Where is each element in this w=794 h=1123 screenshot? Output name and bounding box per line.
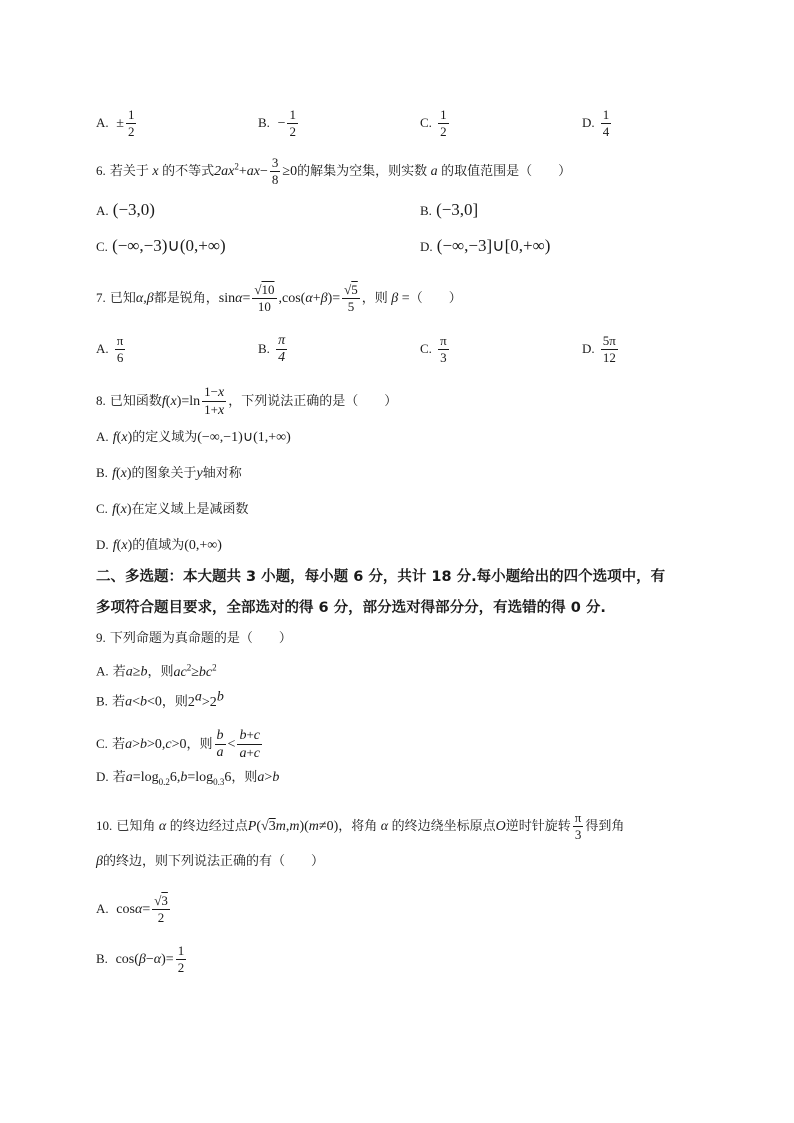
q5-option-c-label: C.	[420, 115, 432, 130]
q7-option-c-label: C.	[420, 341, 432, 356]
q8-option-d[interactable]: D. f(x)的值域为(0,+∞)	[96, 537, 222, 553]
q5-option-c-math: $\frac{1}{2}$	[440, 107, 447, 139]
q8-fraction: $\frac{1-x}{1+x}$	[204, 384, 225, 418]
q8-option-d-text: 的值域为	[132, 538, 185, 553]
q9-option-c-label: C.	[96, 736, 108, 751]
q10-stem-line1: 10. 已知角 α 的终边经过点P(√3m,m)(m≠0)，将角 α 的终边绕坐标原点O逆时针旋转 $\frac{\pi}{3}$ 得到角	[96, 810, 625, 842]
q9-number: 9.	[96, 630, 106, 645]
q9-stem-text: 下列命题为真命题的是（ ）	[109, 631, 292, 646]
q5-option-a[interactable]: A. ± $\frac{1}{2}$	[96, 107, 135, 139]
q6-stem-end: 的取值范围是（ ）	[441, 164, 572, 179]
q9-option-c[interactable]: C. 若a>b>0,c>0，则 $\frac{b}{a}$ < $\frac{b+c}{a+c}$	[96, 727, 260, 761]
q10-option-b[interactable]: B. cos(β−α)= $\frac{1}{2}$	[96, 943, 185, 975]
section2-line1: 二、多选题：本大题共 3 小题，每小题 6 分，共计 18 分.每小题给出的四个选项中，有	[96, 569, 666, 585]
q10-stem-post2: 的终边绕坐标原点	[391, 819, 496, 834]
q7-stem: 7. 已知α,β都是锐角，sinα= $\frac{√10}{10}$ ,cos(α+β)= $\frac{√5}{5}$ ，则 β =（ ）	[96, 282, 462, 314]
q7-option-b[interactable]	[258, 333, 289, 366]
q7-stem-pre: 已知	[109, 291, 136, 306]
q10-option-a[interactable]: A. cosα= $\frac{√3}{2}$	[96, 893, 168, 925]
q7-option-b-math: $\frac{\pi}{4}$	[278, 333, 286, 365]
q9-option-a-pre: 若	[112, 664, 126, 680]
q10-stem-line2: β的终边，则下列说法正确的有（ ）	[96, 854, 324, 869]
q9-option-d-pre: 若	[112, 770, 126, 785]
q9-option-b-post: ，则	[161, 694, 188, 710]
q7-option-d-label: D.	[582, 341, 595, 356]
q6-option-d-text: (−∞,−3]∪[0,+∞)	[436, 236, 551, 255]
q8-option-b[interactable]: B. f(x)的图象关于y轴对称	[96, 465, 242, 481]
q6-option-a-label: A.	[96, 203, 109, 218]
q5-option-a-math: $\frac{1}{2}$	[127, 107, 135, 139]
q8-option-a-label: A.	[96, 429, 109, 444]
q8-option-b-text: 的图象关于	[131, 466, 197, 481]
q9-option-d[interactable]: D. 若$a=\log_{0.2}6,b=\log_{0.3}6$，则a>b	[96, 769, 280, 787]
q7-option-c-math: $\frac{\pi}{3}$	[440, 333, 447, 365]
q8-option-b-math: y	[196, 466, 203, 481]
q10-number: 10.	[96, 818, 113, 833]
q6-stem-pre: 若关于	[109, 164, 149, 179]
q10-rotation-fraction: $\frac{\pi}{3}$	[574, 810, 582, 842]
q7-option-a[interactable]	[96, 333, 127, 366]
q8-option-a-math: (−∞,−1)∪(1,+∞)	[197, 430, 291, 445]
q8-option-b-label: B.	[96, 465, 108, 480]
q7-option-a-math: $\frac{\pi}{6}$	[116, 333, 124, 365]
q7-option-b-label: B.	[258, 341, 270, 356]
q6-option-b-text: (−3,0]	[436, 200, 479, 219]
q10-stem-post4: 得到角	[585, 819, 625, 834]
q6-option-c-label: C.	[96, 239, 108, 254]
q7-option-c[interactable]	[420, 333, 451, 366]
q10-stem-post3: 逆时针旋转	[505, 819, 571, 834]
q9-option-c-pre: 若	[112, 737, 126, 752]
q9-option-a[interactable]: A. 若a≥b，则$ac^2\ge bc^2$	[96, 662, 217, 680]
q10-option-b-math: $\frac{1}{2}$	[177, 943, 185, 975]
q5-option-c[interactable]	[420, 107, 451, 140]
q7-option-d-math: $\frac{5\pi}{12}$	[602, 333, 616, 365]
q9-option-b-pre: 若	[112, 694, 126, 710]
q8-option-d-math: (0,+∞)	[184, 538, 222, 553]
q7-sin-fraction: $\frac{√10}{10}$	[254, 282, 275, 314]
q10-stem-line2-text: 的终边，则下列说法正确的有（ ）	[102, 854, 324, 869]
q7-stem-mid: 都是锐角，	[153, 291, 219, 306]
q6-stem-post: 的解集为空集，则实数	[297, 164, 428, 179]
q8-stem-pre: 已知函数	[109, 394, 162, 409]
q8-option-c-text: 在定义域上是减函数	[131, 502, 249, 517]
q10-stem-pre: 已知角	[116, 819, 156, 834]
q5-option-d-math: $\frac{1}{4}$	[602, 107, 610, 139]
q6-option-d[interactable]	[420, 236, 550, 258]
q9-option-d-post: ，则	[231, 770, 258, 785]
q9-option-b-label: B.	[96, 693, 108, 709]
q9-option-a-post: ，则	[147, 664, 174, 680]
q7-option-a-label: A.	[96, 341, 109, 356]
q7-cos-fraction: $\frac{√5}{5}$	[344, 282, 358, 314]
q9-option-c-frac1: $\frac{b}{a}$	[216, 728, 224, 760]
q8-option-c[interactable]: C. f(x)在定义域上是减函数	[96, 501, 249, 517]
q10-option-b-label: B.	[96, 951, 108, 966]
q7-stem-post: ，则	[361, 291, 388, 306]
q8-option-a[interactable]: A. f(x)的定义域为(−∞,−1)∪(1,+∞)	[96, 429, 291, 445]
q9-option-d-label: D.	[96, 769, 109, 784]
q5-option-b-math: $\frac{1}{2}$	[289, 107, 296, 139]
q7-number: 7.	[96, 290, 106, 305]
q9-option-c-frac2: $\frac{b+c}{a+c}$	[239, 727, 260, 761]
q7-stem-end: （ ）	[409, 291, 462, 306]
q9-option-c-post: ，则	[186, 737, 213, 752]
q5-option-b-label: B.	[258, 115, 270, 130]
q5-option-d[interactable]	[582, 107, 613, 140]
q6-option-b-label: B.	[420, 203, 432, 218]
q6-option-d-label: D.	[420, 239, 433, 254]
q6-stem-mid: 的不等式	[162, 164, 215, 179]
q6-fraction: $\frac{3}{8}$	[271, 155, 279, 187]
q6-option-a[interactable]	[96, 200, 155, 222]
q8-stem-post: ，下列说法正确的是（ ）	[228, 394, 398, 409]
q7-option-d[interactable]	[582, 333, 620, 366]
q10-option-a-math: $\frac{√3}{2}$	[154, 893, 168, 925]
q6-number: 6.	[96, 163, 106, 178]
section2-line2: 多项符合题目要求，全部选对的得 6 分，部分选对得部分分，有选错的得 0 分.	[96, 600, 606, 616]
q10-option-a-label: A.	[96, 901, 109, 916]
q8-number: 8.	[96, 393, 106, 408]
q5-option-a-label: A.	[96, 115, 109, 130]
q5-option-d-label: D.	[582, 115, 595, 130]
q6-option-c-text: (−∞,−3)∪(0,+∞)	[112, 236, 226, 255]
q10-stem-mid: 的终边经过点	[169, 819, 248, 834]
q10-stem-post: ，将角	[338, 819, 378, 834]
q6-option-c[interactable]	[96, 236, 226, 258]
q9-option-a-label: A.	[96, 663, 109, 679]
q6-stem: 6. 若关于 x 的不等式$2ax^2+ax-$ $\frac{3}{8}$ ≥0的解集为空集，则实数 a 的取值范围是（ ）	[96, 155, 572, 187]
q9-option-b[interactable]: B. 若a<b<0，则$2^a>2^b$	[96, 689, 224, 710]
q5-option-b[interactable]: B. − $\frac{1}{2}$	[258, 107, 296, 139]
q8-option-b-text2: 轴对称	[202, 466, 242, 481]
q6-option-b[interactable]	[420, 200, 478, 222]
q9-stem	[96, 628, 292, 649]
q6-option-a-text: (−3,0)	[112, 200, 155, 219]
q8-stem: 8. 已知函数f(x)=ln $\frac{1-x}{1+x}$ ，下列说法正确的是（ ）	[96, 384, 398, 418]
q8-option-d-label: D.	[96, 537, 109, 552]
q8-option-c-label: C.	[96, 501, 108, 516]
q8-option-a-text: 的定义域为	[132, 430, 198, 445]
